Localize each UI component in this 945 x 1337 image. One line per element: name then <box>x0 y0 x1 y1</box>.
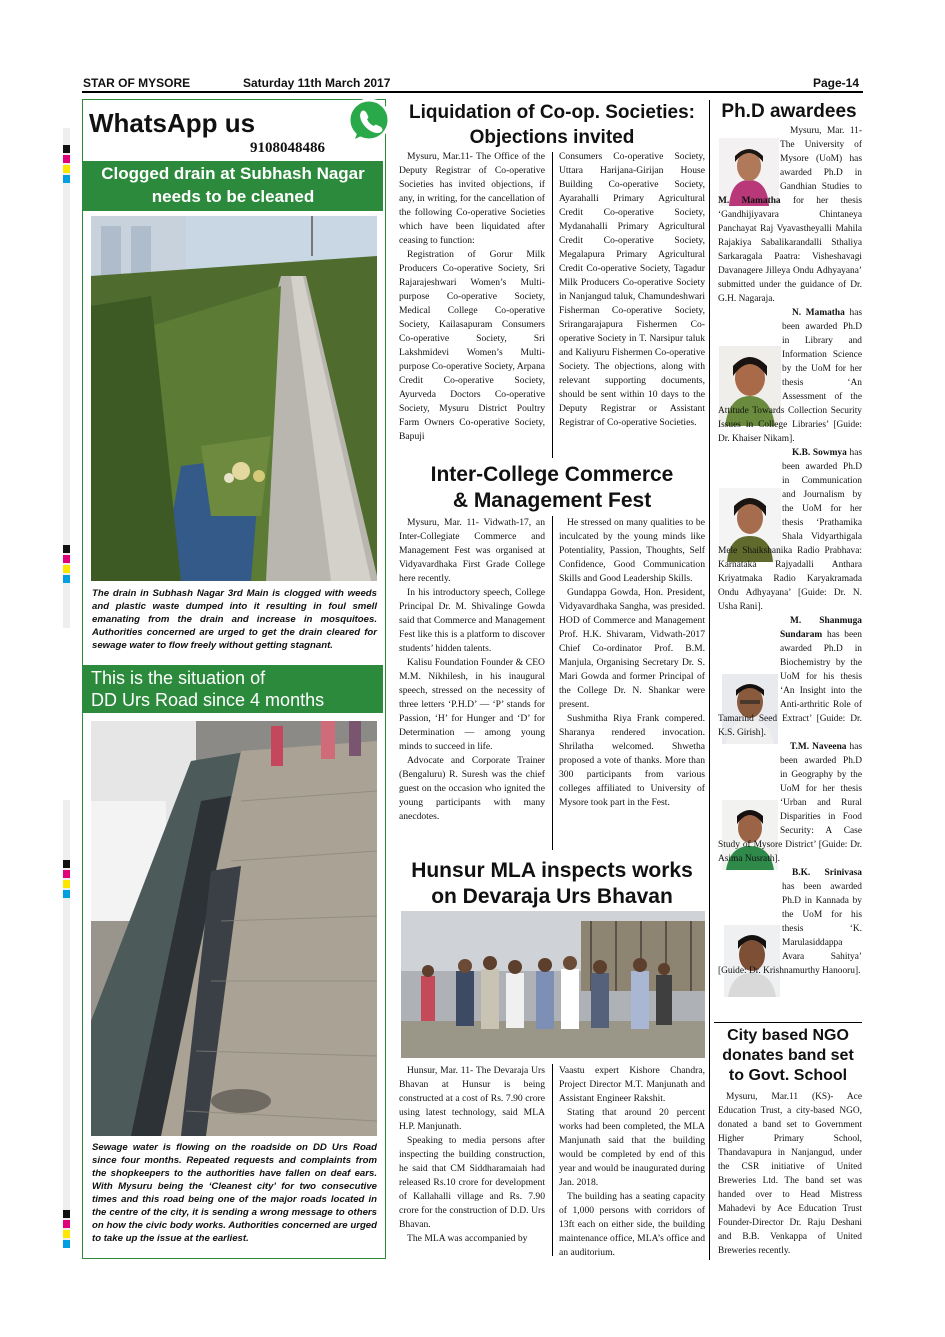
whatsapp-phone-icon <box>346 98 392 144</box>
coop-headline: Liquidation of Co-op. Societies: Objections invited <box>408 102 696 148</box>
fest-col2: He stressed on many qualities to be inculcated by the young minds like Potentiality, Passion, Thoughts, Self Confidence, Good Communication Skills and Good Leadership Skills. Gundappa Gowda, Hon. President, Vidyavardhaka Sangha, was presided. HOD of Commerce and Management Prof. H.K. Shivaram, Vidwath-2017 Chief Co-ordinator Prof. B.M. Manjula, Organising Secretary Dr. S. Mari Gowda and former Principal of the College Dr. N. Shankar were present. Sushmitha Riya Frank compered. Sharanya rendered invocation. Shrilatha welcomed. Shwetha proposed a vote of thanks. More than 300 participants from various colleges affiliated to University of Mysore took part in the Fest. <box>559 517 705 808</box>
phd-entry: N. Mamatha has been awarded Ph.D in Library and Information Science by the UoM for her thesis ‘An Assessment of the Attitude Towards Collection Security Issues in College Libraries’ [Guide: Dr. Khaiser Nikam]. <box>718 308 863 444</box>
coop-col2: Consumers Co-operative Society, Uttara Harijana-Girijan House Building Co-operative Society, Ayarahalli Primary Agricultural Credit Co-operative Society, Mydanahalli Primary Agricultural Credit Co-operative Society, Megalapura Primary Agricultural Credit Co-operative Society, Tagadur Milk Producers Co-operative Society in Nanjangud taluk, Chamundeshwari Fisherman Co-operative Society, Srirangarajapura Fishermen Co-operative Society in T. Narsipur taluk and Kaliyuru Fishermen Co-operative Society. The objections, along with relevant supporting documents, should be sent within 10 days to the Deputy Registrar or Assistant Registrar of Co-operative Societies. <box>559 151 705 428</box>
phd-headline: Ph.D awardees <box>721 101 857 122</box>
ngo-body: Mysuru, Mar.11 (KS)- Ace Education Trust, a city-based NGO, donated a band set to Government Higher Primary School, Thandavapura in Nanjangud, under the CSR initiative of United Breweries Ltd. The band set was handed over to Head Mistress Mahadevi by Ace Education Trust Founder-Director Dr. Raju Deshani and B.B. Venkappa of United Breweries recently. <box>718 1092 862 1256</box>
story1-headline: Clogged drain at Subhash Nagar needs to be cleaned <box>83 161 383 211</box>
phd-entry: T.M. Naveena has been awarded Ph.D in Geography by the UoM for her thesis ‘Urban and Rural Disparities in Food Security: A Case Study of Mysore District’ [Guide: Dr. Asima Nusrath]. <box>718 742 862 864</box>
page-number: Page-14 <box>813 76 860 90</box>
whatsapp-number: 9108048486 <box>250 140 325 156</box>
paper-name: STAR OF MYSORE <box>83 76 191 90</box>
coop-col1: Mysuru, Mar.11- The Office of the Deputy Registrar of Co-operative Societies has invited objections, if any, in writing, for the cancellation of the following Co-operative Societies which have been liquidated after ceasing to function: Registration of Gorur Milk Producers Co-operative Society, Sri Rajarajeshwari Women’s Multi-purpose Co-operative Society, Medical College Co-operative Society, Kailasapuram Consumers Co-operative Society, Sri Lakshmidevi Women’s Multi- purpose Co-operative Society, Arpana Credit Co-operative Society, Ayurveda Doctors Co-operative Society, Mysuru District Poultry Farm Owners Co-operative Society, Bapuji <box>399 151 545 442</box>
hunsur-col2: Vaastu expert Kishore Chandra, Project Director M.T. Manjunath and Assistant Engineer Rakshit. Stating that around 20 percent works had been completed, the MLA Manjunath said that the building would be completed by end of this year and would be inaugurated during Jan. 2018. The building has a seating capacity of 1,000 persons with corridors of 13ft each on either side, the building maintenance office, MLA’s office and an auditorium. <box>559 1065 705 1258</box>
story1-caption: The drain in Subhash Nagar 3rd Main is clogged with weeds and plastic waste dumped into it resulting in foul smell emanating from the drain and increase in mosquitoes. Authorities concerned are urged to get the drain cleared for sewage water to flow freely without getting stagnant. <box>92 588 377 651</box>
hunsur-headline: Hunsur MLA inspects works on Devaraja Urs Bhavan <box>411 859 693 908</box>
phd-entry: K.B. Sowmya has been awarded Ph.D in Communication and Journalism by the UoM for her thesis ‘Prathamika Shala Vidyarthigala Mele Shaikshanika Radio Prabhava: Karnataka Rajyadalli Anthara Kriyatmaka Radio Karyakramada Ondu Adhyayana’ [Guide: Dr. N. Usha Rani]. <box>718 448 862 612</box>
phd-entry: Mysuru, Mar. 11- The University of Mysore (UoM) has awarded Ph.D in Gandhian Studies to M. Mamatha for her thesis ‘Gandhijiyavara Chintaneya Panchayat Raj Vyavastheyalli Mahila Rajakiya Sabalikarandalli Sthaliya Sarkaragala Paatra: Visheshavagi Davanagere Jilleya Ondu Adhyayana’ submitted under the guidance of Dr. G.H. Nagaraja. <box>718 126 862 304</box>
story2-caption: Sewage water is flowing on the roadside on DD Urs Road since four months. Repeated requests and complaints from the shopkeepers to the authorities have fallen on deaf ears. With Mysuru being the ‘Cleanest city’ for two consecutive times and this road being one of the major roads located in the centre of the city, it is sending a wrong message to others on how the civic body works. Authorities concerned are urged to take up the issue at the earliest. <box>92 1142 377 1244</box>
issue-date: Saturday 11th March 2017 <box>243 76 391 90</box>
fest-col1: Mysuru, Mar. 11- Vidwath-17, an Inter-Collegiate Commerce and Management Fest was organised at Vidyavardhaka First Grade College here recently. In his introductory speech, College Principal Dr. M. Shivalinge Gowda said that Commerce and Management Fest like this is a platform to discover students’ hidden talents. Kalisu Foundation Founder & CEO M.M. Nikhilesh, in his inaugural speech, stressed on the necessity of three letters ‘P.H.D’ — ‘P’ stands for Passion, ‘H’ for Hunger and ‘D’ for Determination — among young minds to succeed in life. Advocate and Corporate Trainer (Bengaluru) R. Suresh was the chief guest on the occasion who ignited the young participants with many anecdotes. <box>399 517 545 822</box>
phd-entry: B.K. Srinivasa has been awarded Ph.D in Kannada by the UoM for his thesis ‘K. Marulasiddappa Avara Sahitya’ [Guide: Dr. Krishnamurthy Hanooru]. <box>718 868 862 976</box>
drain-photo <box>91 216 377 581</box>
road-photo <box>91 721 377 1136</box>
hunsur-col1: Hunsur, Mar. 11- The Devaraja Urs Bhavan at Hunsur is being constructed at a cost of Rs. 7.90 crore using latest technology, said MLA H.P. Manjunath. Speaking to media persons after inspecting the building construction, he said that CM Siddharamaiah had released Rs.10 crore for development of Kallahalli village and Rs. 7.90 crore for the construction of D.D. Urs Bhavan. The MLA was accompanied by <box>399 1065 545 1244</box>
fest-headline: Inter-College Commerce & Management Fest <box>430 463 674 512</box>
story2-headline: This is the situation of DD Urs Road since 4 months <box>83 665 383 713</box>
phd-entry: M. Shanmuga Sundaram has been awarded Ph.D in Biochemistry by the UoM for his thesis ‘An Insight into the Anti-arthritic Role of Tamarind Seed Extract’ [Guide: Dr. K.S. Girish]. <box>718 616 862 738</box>
phd-entries <box>718 124 862 978</box>
ngo-headline: City based NGO donates band set to Govt. School <box>722 1027 854 1084</box>
hunsur-photo <box>401 911 705 1058</box>
whatsapp-title: WhatsApp us <box>89 108 256 138</box>
